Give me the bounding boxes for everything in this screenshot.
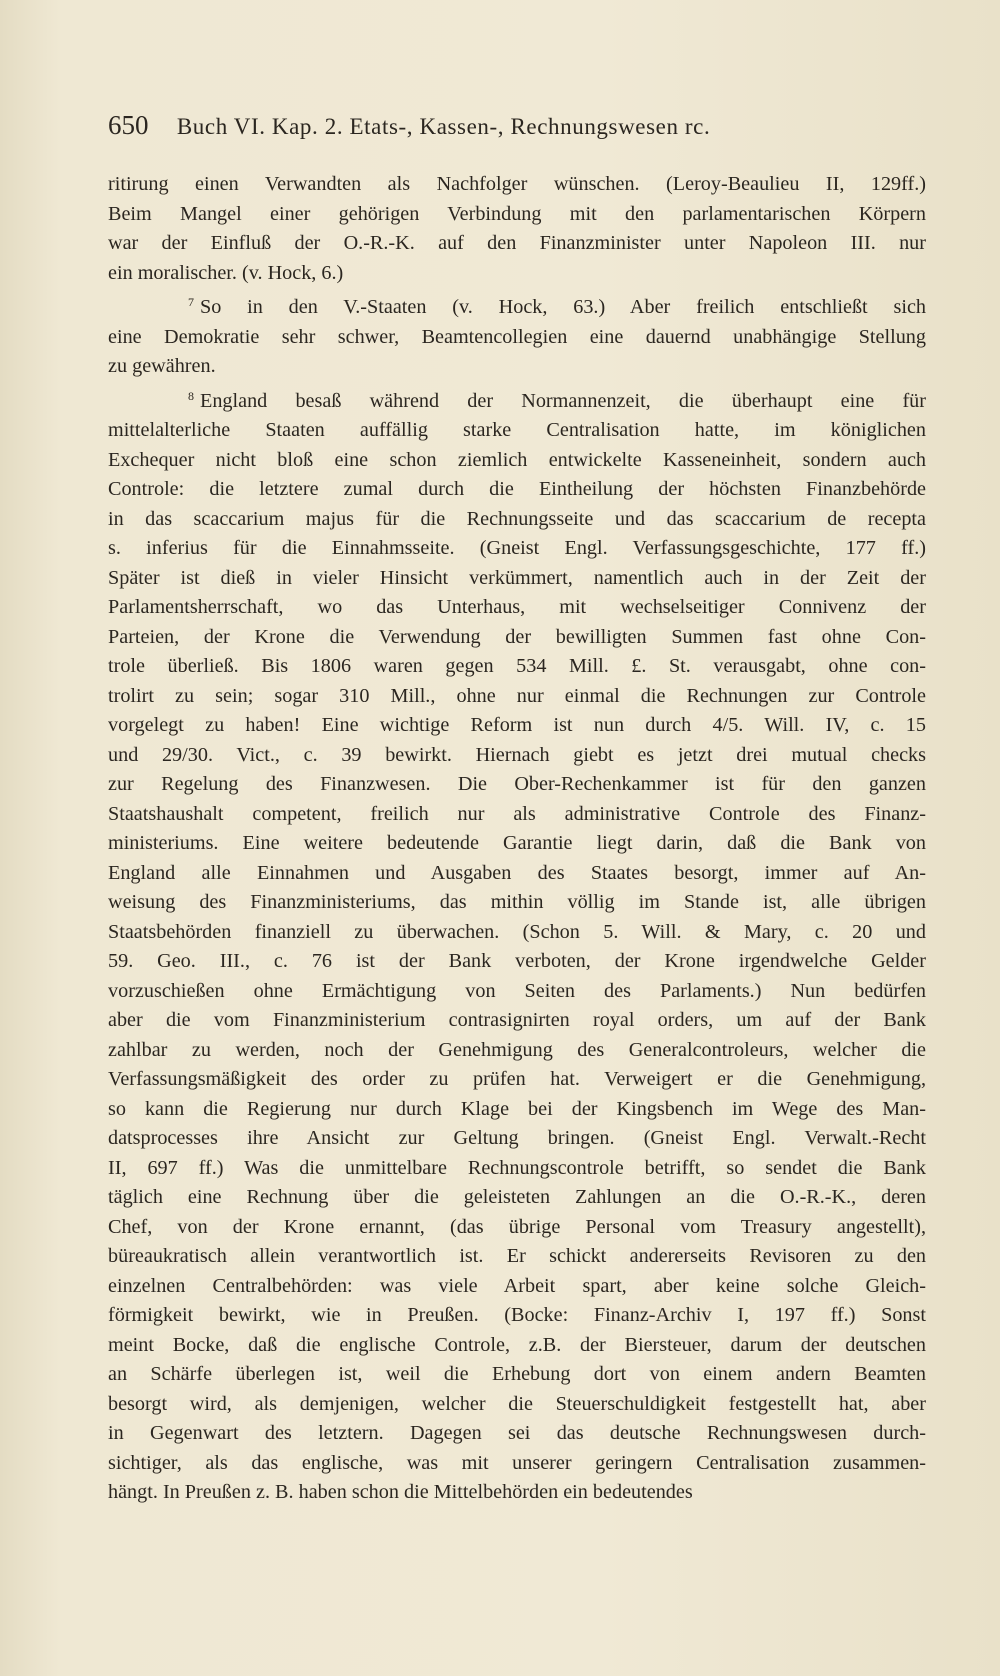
- text-line: zu gewähren.: [108, 355, 216, 377]
- text-line: hängt. In Preußen z. B. haben schon die Mittelbehörden ein bedeutendes: [108, 1481, 693, 1503]
- text-line: förmigkeit bewirkt, wie in Preußen. (Bocke: Finanz-Archiv I, 197 ff.) Sonst: [108, 1304, 926, 1326]
- text-line: Staatshaushalt competent, freilich nur als administrative Controle des Finanz-: [108, 802, 926, 825]
- text-line: sichtiger, als das englische, was mit unserer geringern Centralisation zusammen-: [108, 1451, 926, 1474]
- footnote-8: [108, 382, 926, 1508]
- text-line: Verfassungsmäßigkeit des order zu prüfen hat. Verweigert er die Genehmigung,: [108, 1068, 926, 1090]
- page-number: 650: [108, 110, 149, 140]
- running-title: Buch VI. Kap. 2. Etats-, Kassen-, Rechnungswesen rc.: [176, 114, 711, 139]
- text-line: büreaukratisch allein verantwortlich ist. Er schickt andererseits Revisoren zu den: [108, 1245, 926, 1267]
- text-line: Parteien, der Krone die Verwendung der bewilligten Summen fast ohne Con-: [108, 625, 926, 648]
- text-line: Controle: die letztere zumal durch die Eintheilung der höchsten Finanzbehörde: [108, 478, 926, 500]
- text-line: England alle Einnahmen und Ausgaben des Staates besorgt, immer auf An-: [108, 861, 926, 884]
- text-line: s. inferius für die Einnahmsseite. (Gneist Engl. Verfassungsgeschichte, 177 ff.): [108, 537, 926, 559]
- text-line: vorzuschießen ohne Ermächtigung von Seiten des Parlaments.) Nun bedürfen: [108, 979, 926, 1002]
- text-line: ritirung einen Verwandten als Nachfolger wünschen. (Leroy-Beaulieu II, 129ff.): [108, 173, 926, 195]
- text-line-content: England besaß während der Normannenzeit, die überhaupt eine für: [200, 389, 926, 412]
- text-line: in Gegenwart des letztern. Dagegen sei das deutsche Rechnungswesen durch-: [108, 1422, 926, 1444]
- footnote-marker: 8: [188, 388, 194, 403]
- text-line: meint Bocke, daß die englische Controle, z.B. der Biersteuer, darum der deutschen: [108, 1333, 926, 1356]
- running-header: [108, 110, 898, 141]
- text-line-content: So in den V.-Staaten (v. Hock, 63.) Aber freilich entschließt sich: [200, 296, 926, 318]
- text-line: zur Regelung des Finanzwesen. Die Ober-Rechenkammer ist für den ganzen: [108, 773, 926, 795]
- text-line: war der Einfluß der O.-R.-K. auf den Finanzminister unter Napoleon III. nur: [108, 232, 926, 254]
- text-line: [108, 288, 926, 323]
- text-line: eine Demokratie sehr schwer, Beamtencollegien eine dauernd unabhängige Stellung: [108, 325, 926, 348]
- text-line: Chef, von der Krone ernannt, (das übrige Personal vom Treasury angestellt),: [108, 1215, 926, 1238]
- text-line: ein moralischer. (v. Hock, 6.): [108, 261, 344, 284]
- text-line: täglich eine Rechnung über die geleisteten Zahlungen an die O.-R.-K., deren: [108, 1186, 926, 1208]
- text-line: Staatsbehörden finanziell zu überwachen. (Schon 5. Will. & Mary, c. 20 und: [108, 920, 926, 943]
- text-line: ministeriums. Eine weitere bedeutende Garantie liegt darin, daß die Bank von: [108, 832, 926, 854]
- text-line: Beim Mangel einer gehörigen Verbindung mit den parlamentarischen Körpern: [108, 202, 926, 225]
- text-line: an Schärfe überlegen ist, weil die Erhebung dort von einem andern Beamten: [108, 1363, 926, 1385]
- text-line: datsprocesses ihre Ansicht zur Geltung bringen. (Gneist Engl. Verwalt.-Recht: [108, 1127, 926, 1149]
- text-line: und 29/30. Vict., c. 39 bewirkt. Hiernach giebt es jetzt drei mutual checks: [108, 743, 926, 766]
- text-line: Später ist dieß in vieler Hinsicht verkümmert, namentlich auch in der Zeit der: [108, 566, 926, 589]
- text-line: so kann die Regierung nur durch Klage bei der Kingsbench im Wege des Man-: [108, 1097, 926, 1120]
- text-line: zahlbar zu werden, noch der Genehmigung des Generalcontroleurs, welcher die: [108, 1038, 926, 1061]
- footnote-block: [108, 170, 926, 1508]
- text-line: einzelnen Centralbehörden: was viele Arbeit spart, aber keine solche Gleich-: [108, 1274, 926, 1297]
- text-line: 59. Geo. III., c. 76 ist der Bank verboten, der Krone irgendwelche Gelder: [108, 950, 926, 972]
- text-line: II, 697 ff.) Was die unmittelbare Rechnungscontrole betrifft, so sendet die Bank: [108, 1156, 926, 1179]
- text-line: trole überließ. Bis 1806 waren gegen 534 Mill. £. St. verausgabt, ohne con-: [108, 655, 926, 677]
- text-line: [108, 382, 926, 417]
- text-line: Exchequer nicht bloß eine schon ziemlich entwickelte Kasseneinheit, sondern auch: [108, 448, 926, 471]
- text-line: vorgelegt zu haben! Eine wichtige Reform ist nun durch 4/5. Will. IV, c. 15: [108, 714, 926, 736]
- text-line: in das scaccarium majus für die Rechnungsseite und das scaccarium de recepta: [108, 507, 926, 530]
- footnote-continuation: [108, 170, 926, 288]
- footnote-7: [108, 288, 926, 382]
- text-line: Parlamentsherrschaft, wo das Unterhaus, mit wechselseitiger Connivenz der: [108, 596, 926, 618]
- text-line: weisung des Finanzministeriums, das mithin völlig im Stande ist, alle übrigen: [108, 891, 926, 913]
- text-line: besorgt wird, als demjenigen, welcher die Steuerschuldigkeit festgestellt hat, aber: [108, 1392, 926, 1415]
- text-line: aber die vom Finanzministerium contrasignirten royal orders, um auf der Bank: [108, 1009, 926, 1031]
- footnote-marker: 7: [188, 295, 194, 309]
- text-line: mittelalterliche Staaten auffällig starke Centralisation hatte, im königlichen: [108, 419, 926, 441]
- text-line: trolirt zu sein; sogar 310 Mill., ohne nur einmal die Rechnungen zur Controle: [108, 684, 926, 707]
